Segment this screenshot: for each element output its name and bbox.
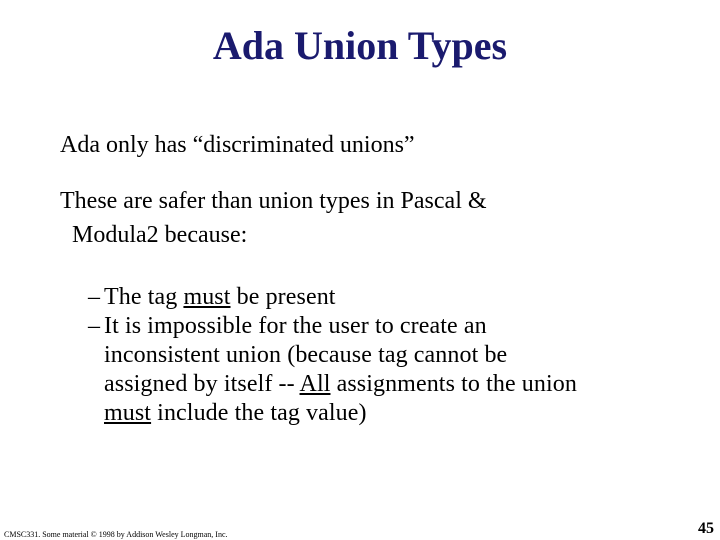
sub-bullet-inconsistent-union <box>88 312 688 428</box>
underlined-word: All <box>299 371 331 397</box>
text-segment: include the tag value) <box>151 400 367 426</box>
sub-bullets <box>88 283 688 428</box>
text-segment: The tag <box>104 284 184 310</box>
text-segment: assigned by itself -- <box>104 371 300 397</box>
text-line: inconsistent union (because tag cannot be <box>104 342 508 368</box>
bullet-discriminated-unions: Ada only has “discriminated unions” <box>60 132 415 158</box>
underlined-word: must <box>183 284 231 310</box>
text-segment: be present <box>230 284 336 310</box>
underlined-word: must <box>104 400 152 426</box>
dash-marker: – <box>88 313 101 339</box>
text-line <box>88 370 688 399</box>
page-number: 45 <box>698 520 714 537</box>
copyright-footer: CMSC331. Some material © 1998 by Addison Wesley Longman, Inc. <box>4 530 228 539</box>
slide-title: Ada Union Types <box>212 23 508 68</box>
text-segment: It is impossible for the user to create an <box>104 313 487 339</box>
bullet-line-2: Modula2 because: <box>72 222 248 248</box>
text-line <box>88 399 688 428</box>
sub-bullet-tag-present <box>88 283 688 312</box>
bullet-safer-than-pascal <box>60 184 680 252</box>
dash-marker: – <box>88 284 101 310</box>
bullet-line-1: These are safer than union types in Pascal & <box>60 188 487 214</box>
text-segment: assignments to the union <box>330 371 577 397</box>
main-bullets <box>60 128 680 274</box>
